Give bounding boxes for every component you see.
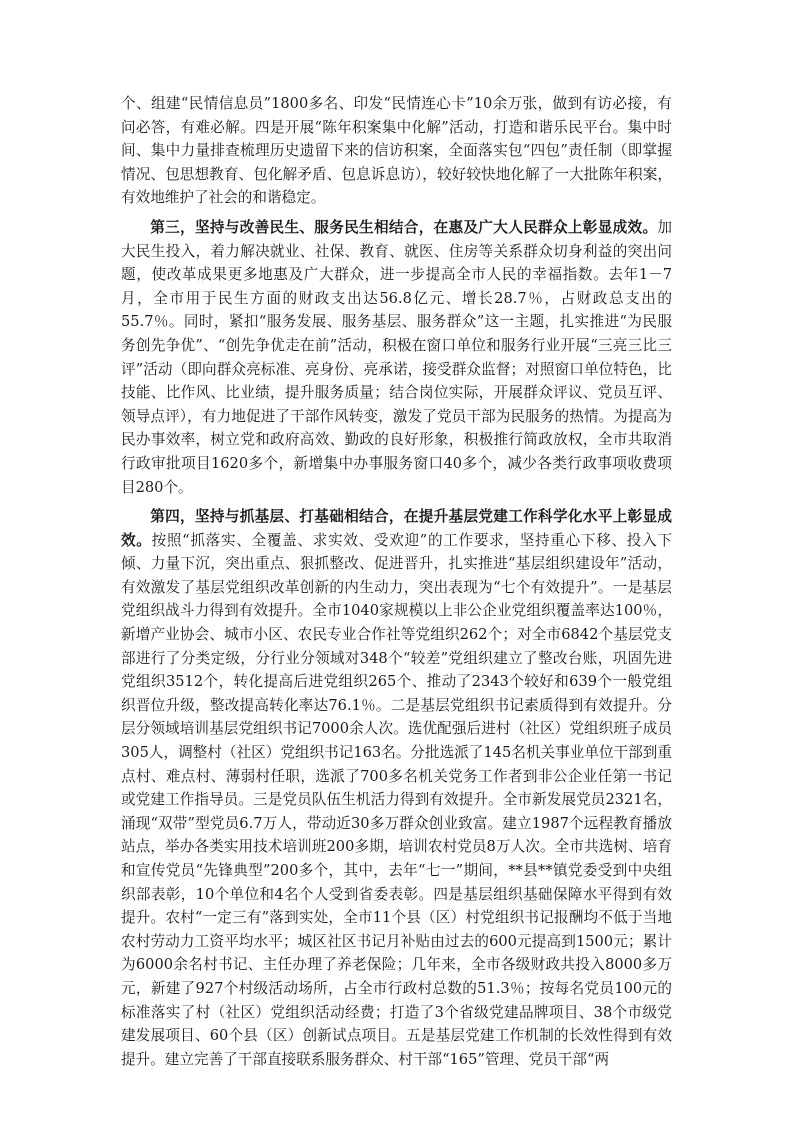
paragraph-3-body: 按照“抓落实、全覆盖、求实效、受欢迎”的工作要求，坚持重心下移、投入下倾、力量下沉，突出重点、狠抓整改、促进晋升，扎实推进“基层组织建设年”活动，有效激发了基层党组织改革创新的内生动力，突出表现为“七个有效提升”。一是基层党组织战斗力得到有效提升。全市1040家规模以上非公企业党组织覆盖率达100％，新增产业协会、城市小区、农民专业合作社等党组织262个；对全市6842个基层党支部进行了分类定级，分行业分领域对348个“较差”党组织建立了整改台账，巩固先进党组织3512个，转化提高后进党组织265个、推动了2343个较好和639个一般党组织晋位升级，整改提高转化率达76.1％。二是基层党组织书记素质得到有效提升。分层分领域培训基层党组织书记7000余人次。选优配强后进村（社区）党组织班子成员305人，调整村（社区）党组织书记163名。分批选派了145名机关事业单位干部到重点村、难点村、薄弱村任职，选派了700多名机关党务工作者到非公企业任第一书记或党建工作指导员。三是党员队伍生机活力得到有效提升。全市新发展党员2321名，涌现“双带”型党员6.7万人，带动近30多万群众创业致富。建立1987个远程教育播放站点，举办各类实用技术培训班200多期，培训农村党员8万人次。全市共选树、培育和宣传党员“先锋典型”200多个，其中，去年“七一”期间，**县**镇党委受到中央组织部表彰，10个单位和4名个人受到省委表彰。四是基层组织基础保障水平得到有效提升。农村“一定三有”落到实处，全市11个县（区）村党组织书记报酬均不低于当地农村劳动力工资平均水平；城区社区书记月补贴由过去的600元提高到1500元；累计为6000余名村书记、主任办理了养老保险；几年来，全市各级财政共投入8000多万元，新建了927个村级活动场所，占全市行政村总数的51.3％；按每名党员100元的标准落实了村（社区）党组织活动经费；打造了3个省级党建品牌项目、38个市级党建发展项目、60个县（区）创新试点项目。五是基层党建工作机制的长效性得到有效提升。建立完善了干部直接联系服务群众、村干部“165”管理、党员干部“两 [121, 531, 672, 1068]
paragraph-2-body: 加大民生投入，着力解决就业、社保、教育、就医、住房等关系群众切身利益的突出问题，使改革成果更多地惠及广大群众，进一步提高全市人民的幸福指数。去年1－7月，全市用于民生方面的财政支出达56.8亿元、增长28.7％，占财政总支出的55.7％。同时，紧扣“服务发展、服务基层、服务群众”这一主题，扎实推进“为民服务创先争优”、“创先争优走在前”活动，积极在窗口单位和服务行业开展“三亮三比三评”活动（即向群众亮标准、亮身份、亮承诺，接受群众监督；对照窗口单位特色，比技能、比作风、比业绩，提升服务质量；结合岗位实际，开展群众评议、党员互评、领导点评），有力地促进了干部作风转变，激发了党员干部为民服务的热情。为提高为民办事效率，树立党和政府高效、勤政的良好形象，积极推行简政放权，全市共取消行政审批项目1620多个，新增集中办事服务窗口40多个，减少各类行政事项收费项目280个。 [121, 218, 672, 496]
document-page [121, 92, 672, 1077]
paragraph-1-body: 个、组建“民情信息员”1800多名、印发“民情连心卡”10余万张，做到有访必接，有问必答，有难必解。四是开展“陈年积案集中化解”活动，打造和谐乐民平台。集中时间、集中力量排查梳理历史遗留下来的信访积案，全面落实包“四包”责任制（即掌握情况、包思想教育、包化解矛盾、包息诉息访），较好较快地化解了一大批陈年积案，有效地维护了社会的和谐稳定。 [121, 95, 672, 207]
paragraph-1 [121, 92, 672, 210]
paragraph-3-lead: 第四，坚持与抓基层、打基础相结合，在提升基层党建工作科学化水平上彰显成效。 [121, 508, 672, 549]
paragraph-2-lead: 第三，坚持与改善民生、服务民生相结合，在惠及广大人民群众上彰显成效。 [150, 218, 658, 236]
paragraph-3 [121, 505, 672, 1071]
paragraph-2 [121, 216, 672, 499]
